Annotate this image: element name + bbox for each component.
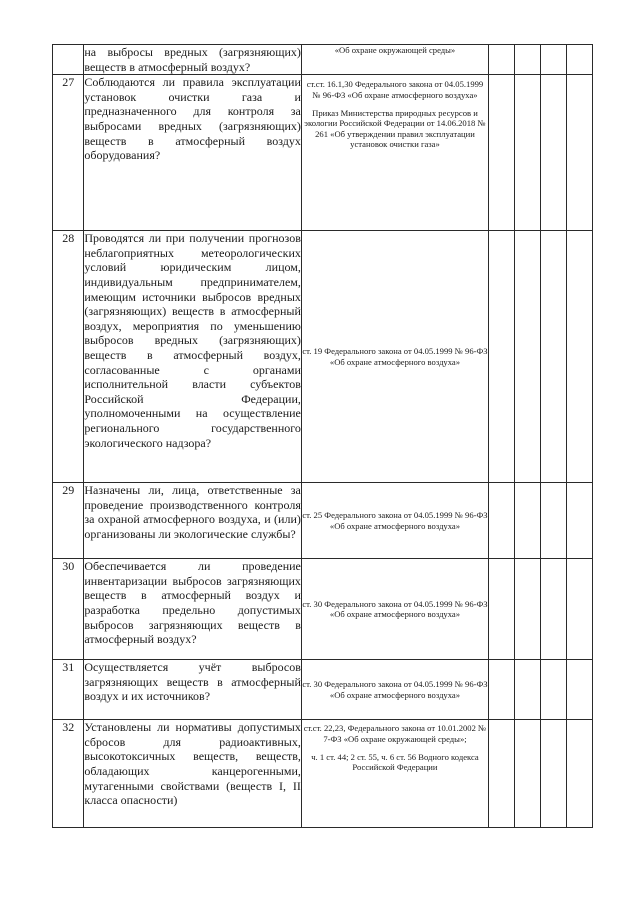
answer-cell-yes <box>489 720 515 828</box>
legal-reference <box>301 45 488 75</box>
answer-cell-no <box>515 45 541 75</box>
answer-cell-yes <box>489 483 515 559</box>
answer-cell-no <box>515 75 541 231</box>
row-number: 32 <box>53 720 84 828</box>
notes-cell <box>566 75 592 231</box>
answer-cell-no <box>515 720 541 828</box>
table-row <box>53 75 593 231</box>
table-row <box>53 231 593 483</box>
row-number: 27 <box>53 75 84 231</box>
table-row <box>53 483 593 559</box>
answer-cell-yes <box>489 75 515 231</box>
legal-reference <box>301 75 488 231</box>
notes-cell <box>566 720 592 828</box>
question-text: Обеспечивается ли проведение инвентаризации выбросов загрязняющих веществ в атмосферный воздух и разработка предельно допустимых выбросов загрязняющих веществ в атмосферный воздух? <box>84 559 302 660</box>
legal-reference <box>301 660 488 720</box>
legal-ref-text: ст. 30 Федерального закона от 04.05.1999 № 96-ФЗ «Об охране атмосферного воздуха» <box>302 598 488 620</box>
legal-ref-text: ст.ст. 16.1,30 Федерального закона от 04.05.1999 № 96-ФЗ «Об охране атмосферного воздуха» <box>306 79 484 100</box>
legal-reference <box>301 483 488 559</box>
legal-ref-text: ст. 25 Федерального закона от 04.05.1999 № 96-ФЗ «Об охране атмосферного воздуха» <box>302 510 488 531</box>
question-text: Установлены ли нормативы допустимых сбросов для радиоактивных, высокотоксичных веществ, веществ, обладающих канцерогенными, мутагенными свойствами (веществ I, II класса опасности) <box>84 720 302 828</box>
answer-cell-yes <box>489 45 515 75</box>
answer-cell-yes <box>489 660 515 720</box>
question-text: Назначены ли, лица, ответственные за проведение производственного контроля за охраной атмосферного воздуха, и (или) организованы ли экологические службы? <box>84 483 302 559</box>
answer-cell-na <box>541 660 567 720</box>
question-text: Осуществляется учёт выбросов загрязняющих веществ в атмосферный воздух и их источников? <box>84 660 302 720</box>
legal-ref-text: «Об охране окружающей среды» <box>334 45 456 55</box>
notes-cell <box>566 45 592 75</box>
answer-cell-na <box>541 45 567 75</box>
table-row <box>53 720 593 828</box>
table-row <box>53 660 593 720</box>
notes-cell <box>566 660 592 720</box>
legal-reference <box>301 559 488 660</box>
legal-ref-text: Приказ Министерства природных ресурсов и экологии Российской Федерации от 14.06.2018 № 261 «Об утверждении правил эксплуатации установок очистки газа» <box>304 108 486 150</box>
answer-cell-no <box>515 231 541 483</box>
legal-reference <box>301 720 488 828</box>
answer-cell-yes <box>489 231 515 483</box>
row-number: 31 <box>53 660 84 720</box>
answer-cell-na <box>541 720 567 828</box>
question-text: на выбросы вредных (загрязняющих) веществ в атмосферный воздух? <box>84 45 301 74</box>
row-number: 29 <box>53 483 84 559</box>
legal-reference <box>301 231 488 483</box>
notes-cell <box>566 483 592 559</box>
notes-cell <box>566 559 592 660</box>
row-number: 28 <box>53 231 84 483</box>
question-text: Соблюдаются ли правила эксплуатации установок очистки газа и предназначенного для контроля за выбросами вредных (загрязняющих) веществ в атмосферный воздух оборудования? <box>84 75 302 231</box>
legal-ref-text: ст. 19 Федерального закона от 04.05.1999 № 96-ФЗ «Об охране атмосферного воздуха» <box>302 346 488 367</box>
row-number <box>53 45 84 75</box>
row-number: 30 <box>53 559 84 660</box>
answer-cell-no <box>515 483 541 559</box>
answer-cell-no <box>515 660 541 720</box>
notes-cell <box>566 231 592 483</box>
table-row <box>53 45 593 75</box>
checklist-table <box>52 44 593 828</box>
table-row <box>53 559 593 660</box>
legal-ref-text: ст. 30 Федерального закона от 04.05.1999 № 96-ФЗ «Об охране атмосферного воздуха» <box>302 679 488 700</box>
answer-cell-na <box>541 559 567 660</box>
question-text: Проводятся ли при получении прогнозов неблагоприятных метеорологических условий юридическим лицом, индивидуальным предпринимателем, имеющим источники выбросов вредных (загрязняющих) веществ в атмосферный воздух, мероприятия по уменьшению выбросов вредных (загрязняющих) веществ в атмосферный воздух, согласованные с органами исполнительной власти субъектов Российской Федерации, уполномоченными на осуществление регионального государственного экологического надзора? <box>84 231 302 483</box>
answer-cell-na <box>541 483 567 559</box>
answer-cell-no <box>515 559 541 660</box>
answer-cell-yes <box>489 559 515 660</box>
answer-cell-na <box>541 231 567 483</box>
legal-ref-text: ч. 1 ст. 44; 2 ст. 55, ч. 6 ст. 56 Водного кодекса Российской Федерации <box>311 752 479 773</box>
legal-ref-text: ст.ст. 22,23, Федерального закона от 10.01.2002 № 7-ФЗ «Об охране окружающей среды»; <box>303 723 487 744</box>
answer-cell-na <box>541 75 567 231</box>
